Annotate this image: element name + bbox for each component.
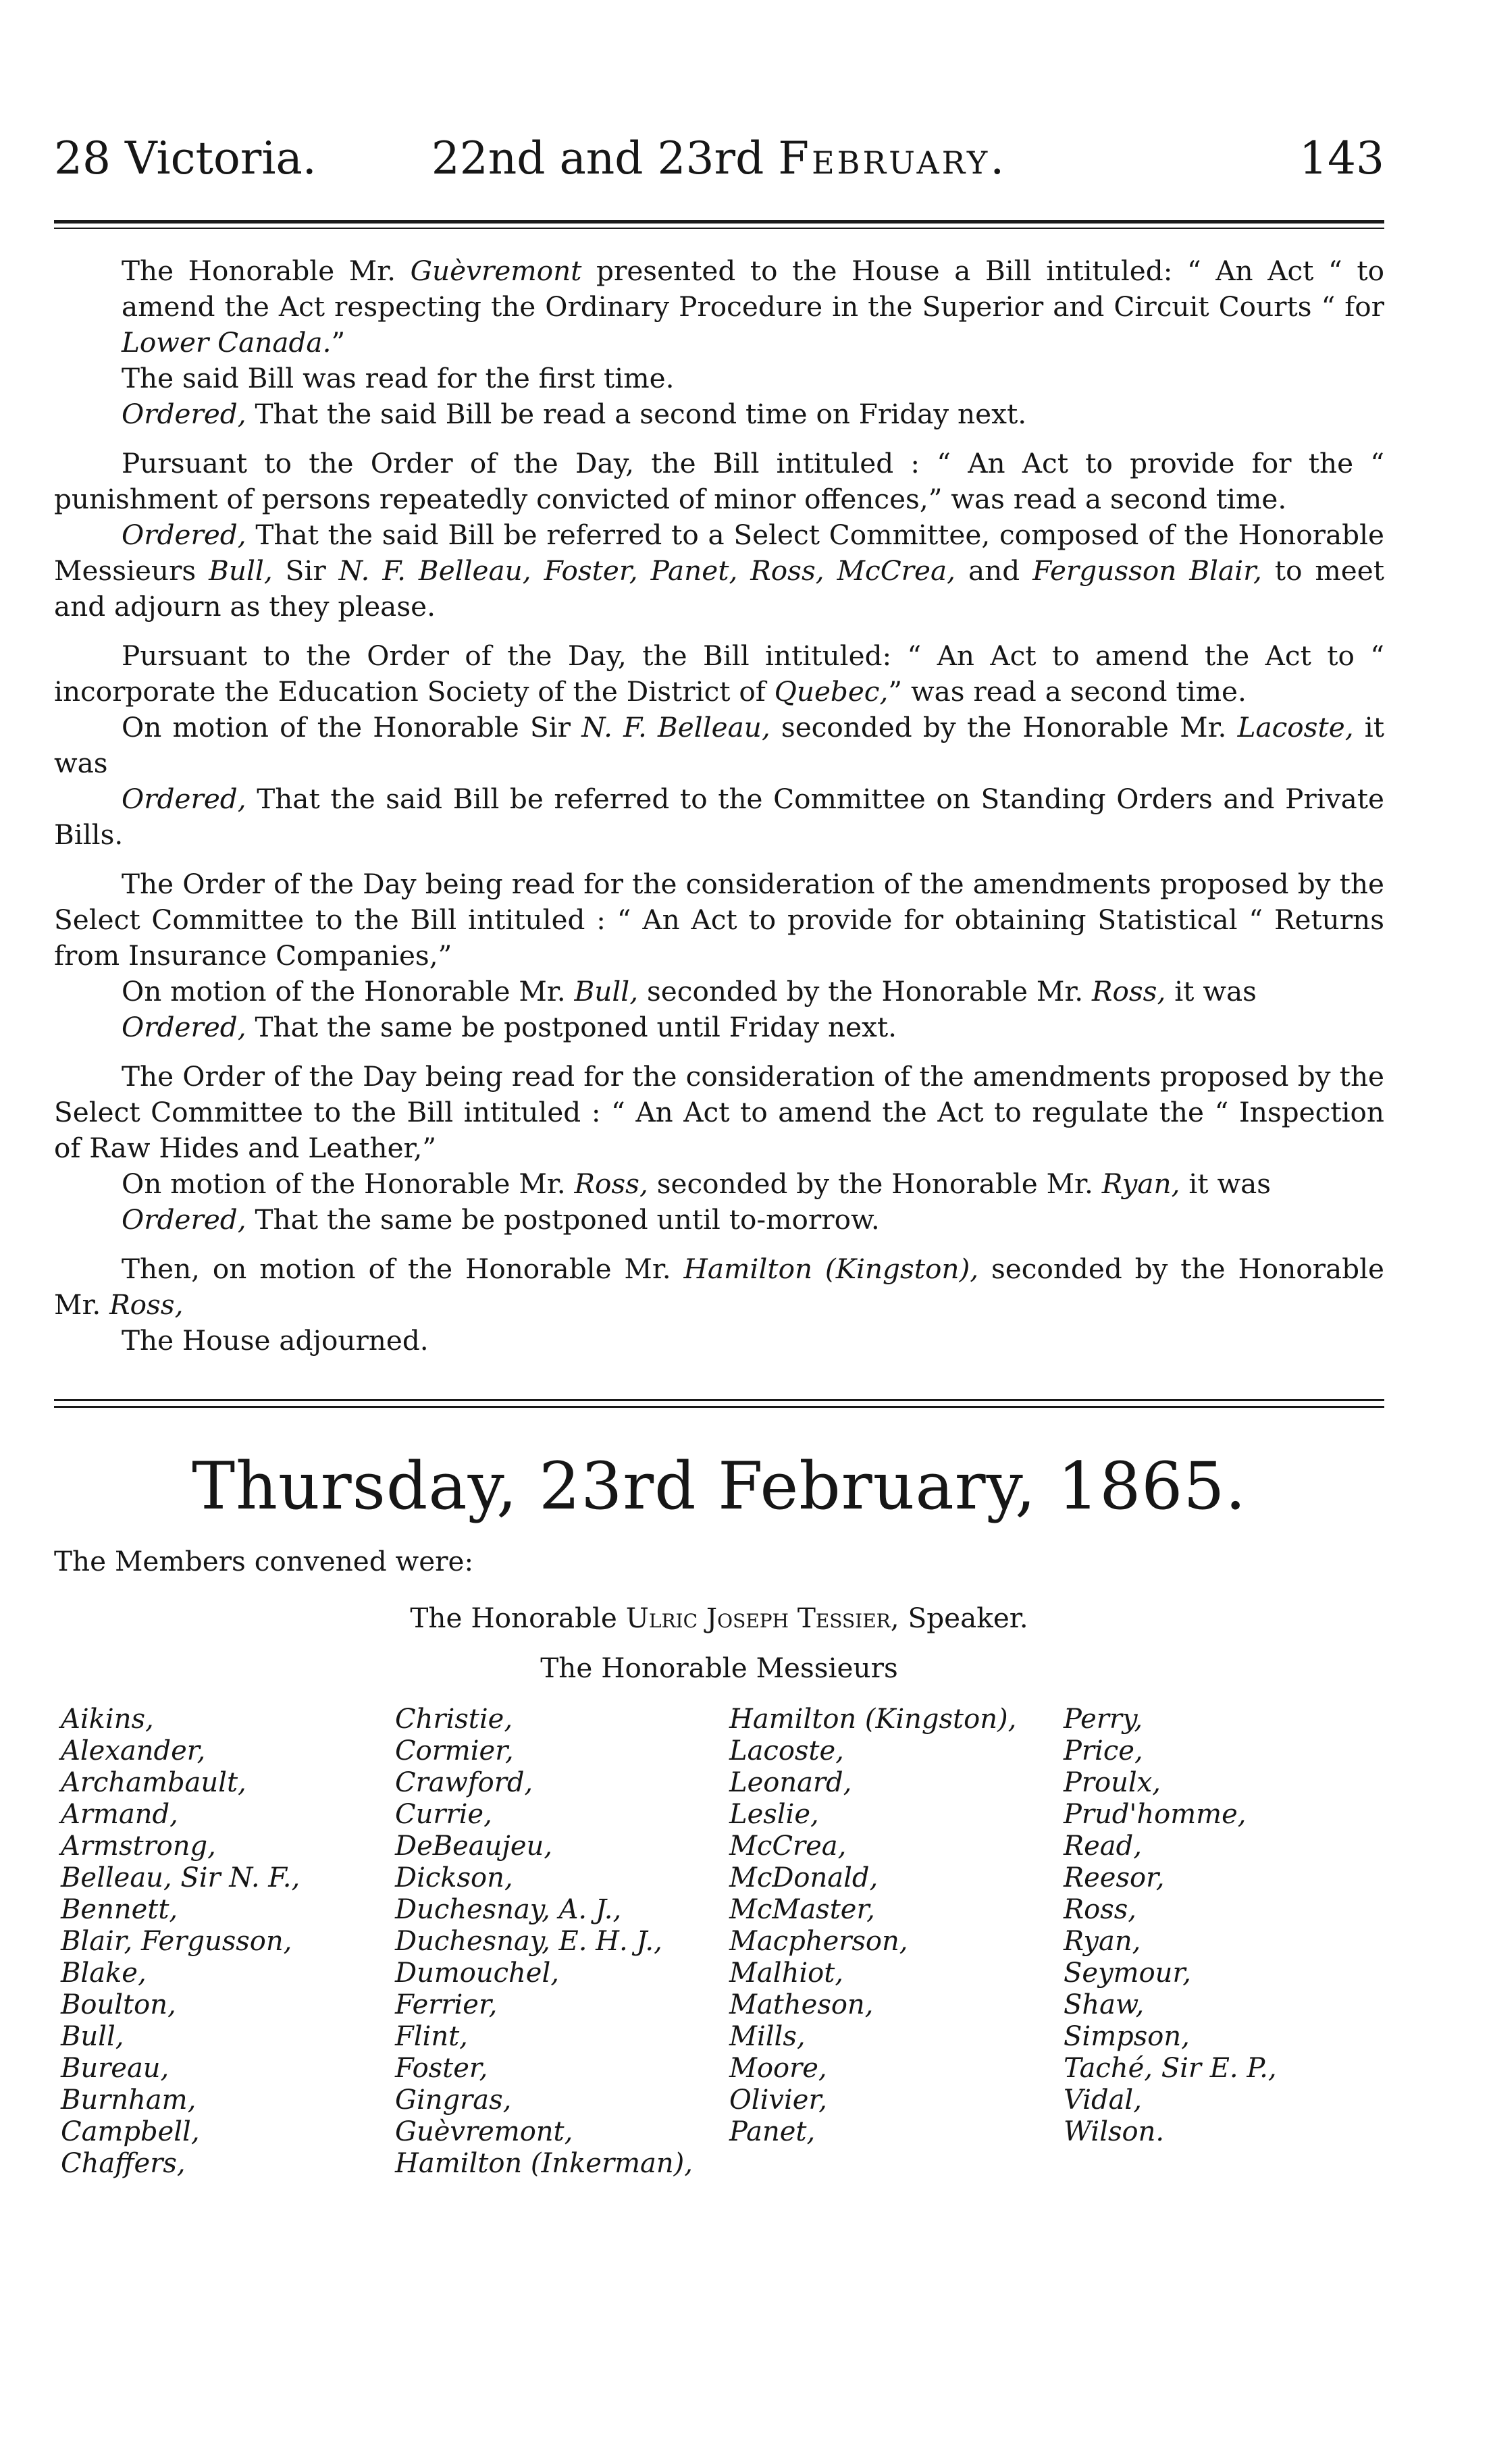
text: Speaker. bbox=[899, 1602, 1028, 1634]
member-name: Vidal, bbox=[1064, 2085, 1142, 2116]
member-name: Perry, bbox=[1064, 1704, 1143, 1735]
member-name: Read, bbox=[1064, 1831, 1142, 1862]
member-name: Prud'homme, bbox=[1064, 1799, 1247, 1830]
member-name: Alexander, bbox=[61, 1735, 206, 1766]
text-italic: Ross, bbox=[574, 1168, 648, 1200]
members-column-3 bbox=[729, 1704, 1016, 2148]
text: Pursuant to the Order of the Day, the Bill intituled: “ An Act to amend the Act to “ incorporate the Education Society of the District of bbox=[54, 639, 1384, 708]
text-italic: Quebec, bbox=[774, 675, 889, 708]
text: That the said Bill be referred to a Select Committee, composed of the Honorable Messieurs bbox=[54, 519, 1384, 587]
text: seconded by the Honorable Mr. bbox=[770, 711, 1238, 743]
member-name: Crawford, bbox=[395, 1767, 533, 1798]
text-italic: Ross, bbox=[109, 1288, 184, 1321]
text: That the said Bill be read a second time on Friday next. bbox=[246, 398, 1027, 430]
day-title: Thursday, 23rd February, 1865. bbox=[192, 1448, 1247, 1524]
paragraph-adjourned bbox=[54, 1251, 1384, 1359]
member-name: Panet, bbox=[729, 2116, 816, 2147]
members-column-1 bbox=[61, 1704, 300, 2180]
member-name: Gingras, bbox=[395, 2085, 512, 2116]
text-italic: N. F. Belleau, bbox=[581, 711, 770, 743]
text-italic: Ordered, bbox=[122, 398, 246, 430]
member-name: Campbell, bbox=[61, 2116, 200, 2147]
text-line: The Order of the Day being read for the consideration of the amendments proposed by the Select Committee to the Bill intituled : “ An Act to provide for obtaining Statistical “ Returns from Insurance Companies,” bbox=[54, 868, 1384, 972]
header-date bbox=[54, 122, 1384, 196]
member-name: Cormier, bbox=[395, 1735, 514, 1766]
member-name: McDonald, bbox=[729, 1862, 879, 1893]
member-name: Proulx, bbox=[1064, 1767, 1161, 1798]
text-italic: Ross, bbox=[1092, 975, 1166, 1007]
paragraph-bill-guevremont bbox=[54, 253, 1384, 432]
text-italic: Ordered, bbox=[122, 519, 246, 551]
page-number: 143 bbox=[1299, 132, 1384, 184]
member-name: DeBeaujeu, bbox=[395, 1831, 552, 1862]
text-line: The Order of the Day being read for the consideration of the amendments proposed by the Select Committee to the Bill intituled : “ An Act to amend the Act to regulate the “ Inspection of Raw Hides and Leather,” bbox=[54, 1060, 1384, 1164]
text: That the said Bill be referred to the Committee on Standing Orders and Private Bills. bbox=[54, 783, 1384, 851]
member-name: Ryan, bbox=[1064, 1926, 1141, 1957]
text-line: The House adjourned. bbox=[122, 1324, 429, 1357]
member-name: Macpherson, bbox=[729, 1926, 908, 1957]
member-name: Price, bbox=[1064, 1735, 1143, 1766]
text: to meet and adjourn as they please. bbox=[54, 554, 1385, 623]
text-line: Pursuant to the Order of the Day, the Bill intituled : “ An Act to provide for the “ punishment of persons repeatedly convicted of minor offences,” was read a second time. bbox=[54, 447, 1384, 515]
member-name: Duchesnay, A. J., bbox=[395, 1894, 622, 1925]
text: That the same be postponed until to-morrow. bbox=[246, 1203, 880, 1236]
text: seconded by the Honorable Mr. bbox=[638, 975, 1093, 1007]
running-header bbox=[54, 122, 1384, 196]
member-name: Mills, bbox=[729, 2021, 806, 2052]
text-italic: N. F. Belleau, Foster, Panet, Ross, McCrea, bbox=[338, 554, 956, 587]
text: Sir bbox=[272, 554, 339, 587]
text: ” was read a second time. bbox=[888, 675, 1247, 708]
text: ” bbox=[331, 326, 346, 359]
text: it was bbox=[1180, 1168, 1272, 1200]
speaker-name: Ulric Joseph Tessier, bbox=[625, 1602, 899, 1634]
text-line: The said Bill was read for the first time. bbox=[122, 362, 675, 394]
header-date-prefix: 22nd and 23rd bbox=[431, 132, 779, 184]
member-name: Hamilton (Kingston), bbox=[729, 1704, 1017, 1735]
paragraph-insurance-returns bbox=[54, 866, 1384, 1045]
member-name: Dickson, bbox=[395, 1862, 513, 1893]
member-name: Blake, bbox=[61, 1958, 147, 1989]
header-month: February. bbox=[778, 132, 1007, 184]
text-italic: Bull, bbox=[574, 975, 639, 1007]
text-italic: Guèvremont bbox=[410, 255, 582, 287]
member-name: Blair, Fergusson, bbox=[61, 1926, 292, 1957]
text-italic: Ordered, bbox=[122, 1011, 246, 1043]
member-name: Archambault, bbox=[61, 1767, 246, 1798]
section-rule bbox=[54, 1399, 1384, 1408]
member-name: Chaffers, bbox=[61, 2148, 186, 2179]
text-italic: Ordered, bbox=[122, 783, 246, 815]
member-name: Ross, bbox=[1064, 1894, 1136, 1925]
text: it was bbox=[1165, 975, 1257, 1007]
member-name: Ferrier, bbox=[395, 1989, 498, 2020]
member-name: Lacoste, bbox=[729, 1735, 844, 1766]
text-italic: Lower Canada. bbox=[122, 326, 332, 359]
text-italic: Lacoste, bbox=[1237, 711, 1354, 743]
speaker-line bbox=[54, 1600, 1384, 1636]
paragraph-education-society bbox=[54, 638, 1384, 853]
member-name: Taché, Sir E. P., bbox=[1064, 2053, 1277, 2084]
member-name: Malhiot, bbox=[729, 1958, 844, 1989]
member-name: Duchesnay, E. H. J., bbox=[395, 1926, 662, 1957]
member-name: Armand, bbox=[61, 1799, 178, 1830]
member-name: Burnham, bbox=[61, 2085, 197, 2116]
member-name: Reesor, bbox=[1064, 1862, 1165, 1893]
messieurs-heading: The Honorable Messieurs bbox=[540, 1652, 898, 1684]
members-convened-label: The Members convened were: bbox=[54, 1545, 474, 1577]
member-name: Guèvremont, bbox=[395, 2116, 573, 2147]
member-name: Armstrong, bbox=[61, 1831, 216, 1862]
member-name: Hamilton (Inkerman), bbox=[395, 2148, 693, 2179]
text-italic: Bull, bbox=[209, 554, 273, 587]
text: The Honorable bbox=[410, 1602, 626, 1634]
header-rule bbox=[54, 220, 1384, 229]
members-column-2 bbox=[395, 1704, 693, 2180]
member-name: Currie, bbox=[395, 1799, 492, 1830]
member-name: Christie, bbox=[395, 1704, 513, 1735]
text: The Honorable Mr. bbox=[122, 255, 411, 287]
member-name: Belleau, Sir N. F., bbox=[61, 1862, 300, 1893]
paragraph-raw-hides bbox=[54, 1059, 1384, 1238]
member-name: Wilson. bbox=[1064, 2116, 1165, 2147]
text-italic: Fergusson Blair, bbox=[1032, 554, 1262, 587]
member-name: Bureau, bbox=[61, 2053, 169, 2084]
member-name: McCrea, bbox=[729, 1831, 847, 1862]
text: That the same be postponed until Friday next. bbox=[246, 1011, 897, 1043]
member-name: Boulton, bbox=[61, 1989, 176, 2020]
member-name: Seymour, bbox=[1064, 1958, 1191, 1989]
member-name: Aikins, bbox=[61, 1704, 154, 1735]
member-name: Bennett, bbox=[61, 1894, 178, 1925]
text: presented to the House a Bill intituled: “ An Act “ to amend the Act respecting the Ordinary Procedure in the Superior and Circuit Courts “ for bbox=[122, 255, 1384, 323]
text-italic: Ordered, bbox=[122, 1203, 246, 1236]
members-column-4 bbox=[1064, 1704, 1277, 2148]
member-name: Leonard, bbox=[729, 1767, 852, 1798]
member-name: Leslie, bbox=[729, 1799, 819, 1830]
text-italic: Ryan, bbox=[1101, 1168, 1180, 1200]
text: On motion of the Honorable Mr. bbox=[122, 975, 575, 1007]
text: On motion of the Honorable Sir bbox=[122, 711, 582, 743]
journal-page bbox=[54, 122, 1385, 2179]
member-name: Simpson, bbox=[1064, 2021, 1190, 2052]
member-name: Flint, bbox=[395, 2021, 468, 2052]
text: On motion of the Honorable Mr. bbox=[122, 1168, 575, 1200]
text: seconded by the Honorable Mr. bbox=[54, 1253, 1385, 1321]
member-name: Shaw, bbox=[1064, 1989, 1145, 2020]
member-name: Moore, bbox=[729, 2053, 827, 2084]
text: and bbox=[955, 554, 1033, 587]
member-name: McMaster, bbox=[729, 1894, 875, 1925]
text: Then, on motion of the Honorable Mr. bbox=[122, 1253, 684, 1285]
text-italic: Hamilton (Kingston), bbox=[683, 1253, 979, 1285]
member-name: Matheson, bbox=[729, 1989, 874, 2020]
text: it was bbox=[54, 711, 1385, 779]
member-name: Bull, bbox=[61, 2021, 124, 2052]
member-name: Dumouchel, bbox=[395, 1958, 559, 1989]
text: seconded by the Honorable Mr. bbox=[648, 1168, 1102, 1200]
member-name: Olivier, bbox=[729, 2085, 827, 2116]
volume-label: 28 Victoria. bbox=[54, 132, 317, 184]
member-name: Foster, bbox=[395, 2053, 488, 2084]
paragraph-minor-offences bbox=[54, 446, 1384, 625]
